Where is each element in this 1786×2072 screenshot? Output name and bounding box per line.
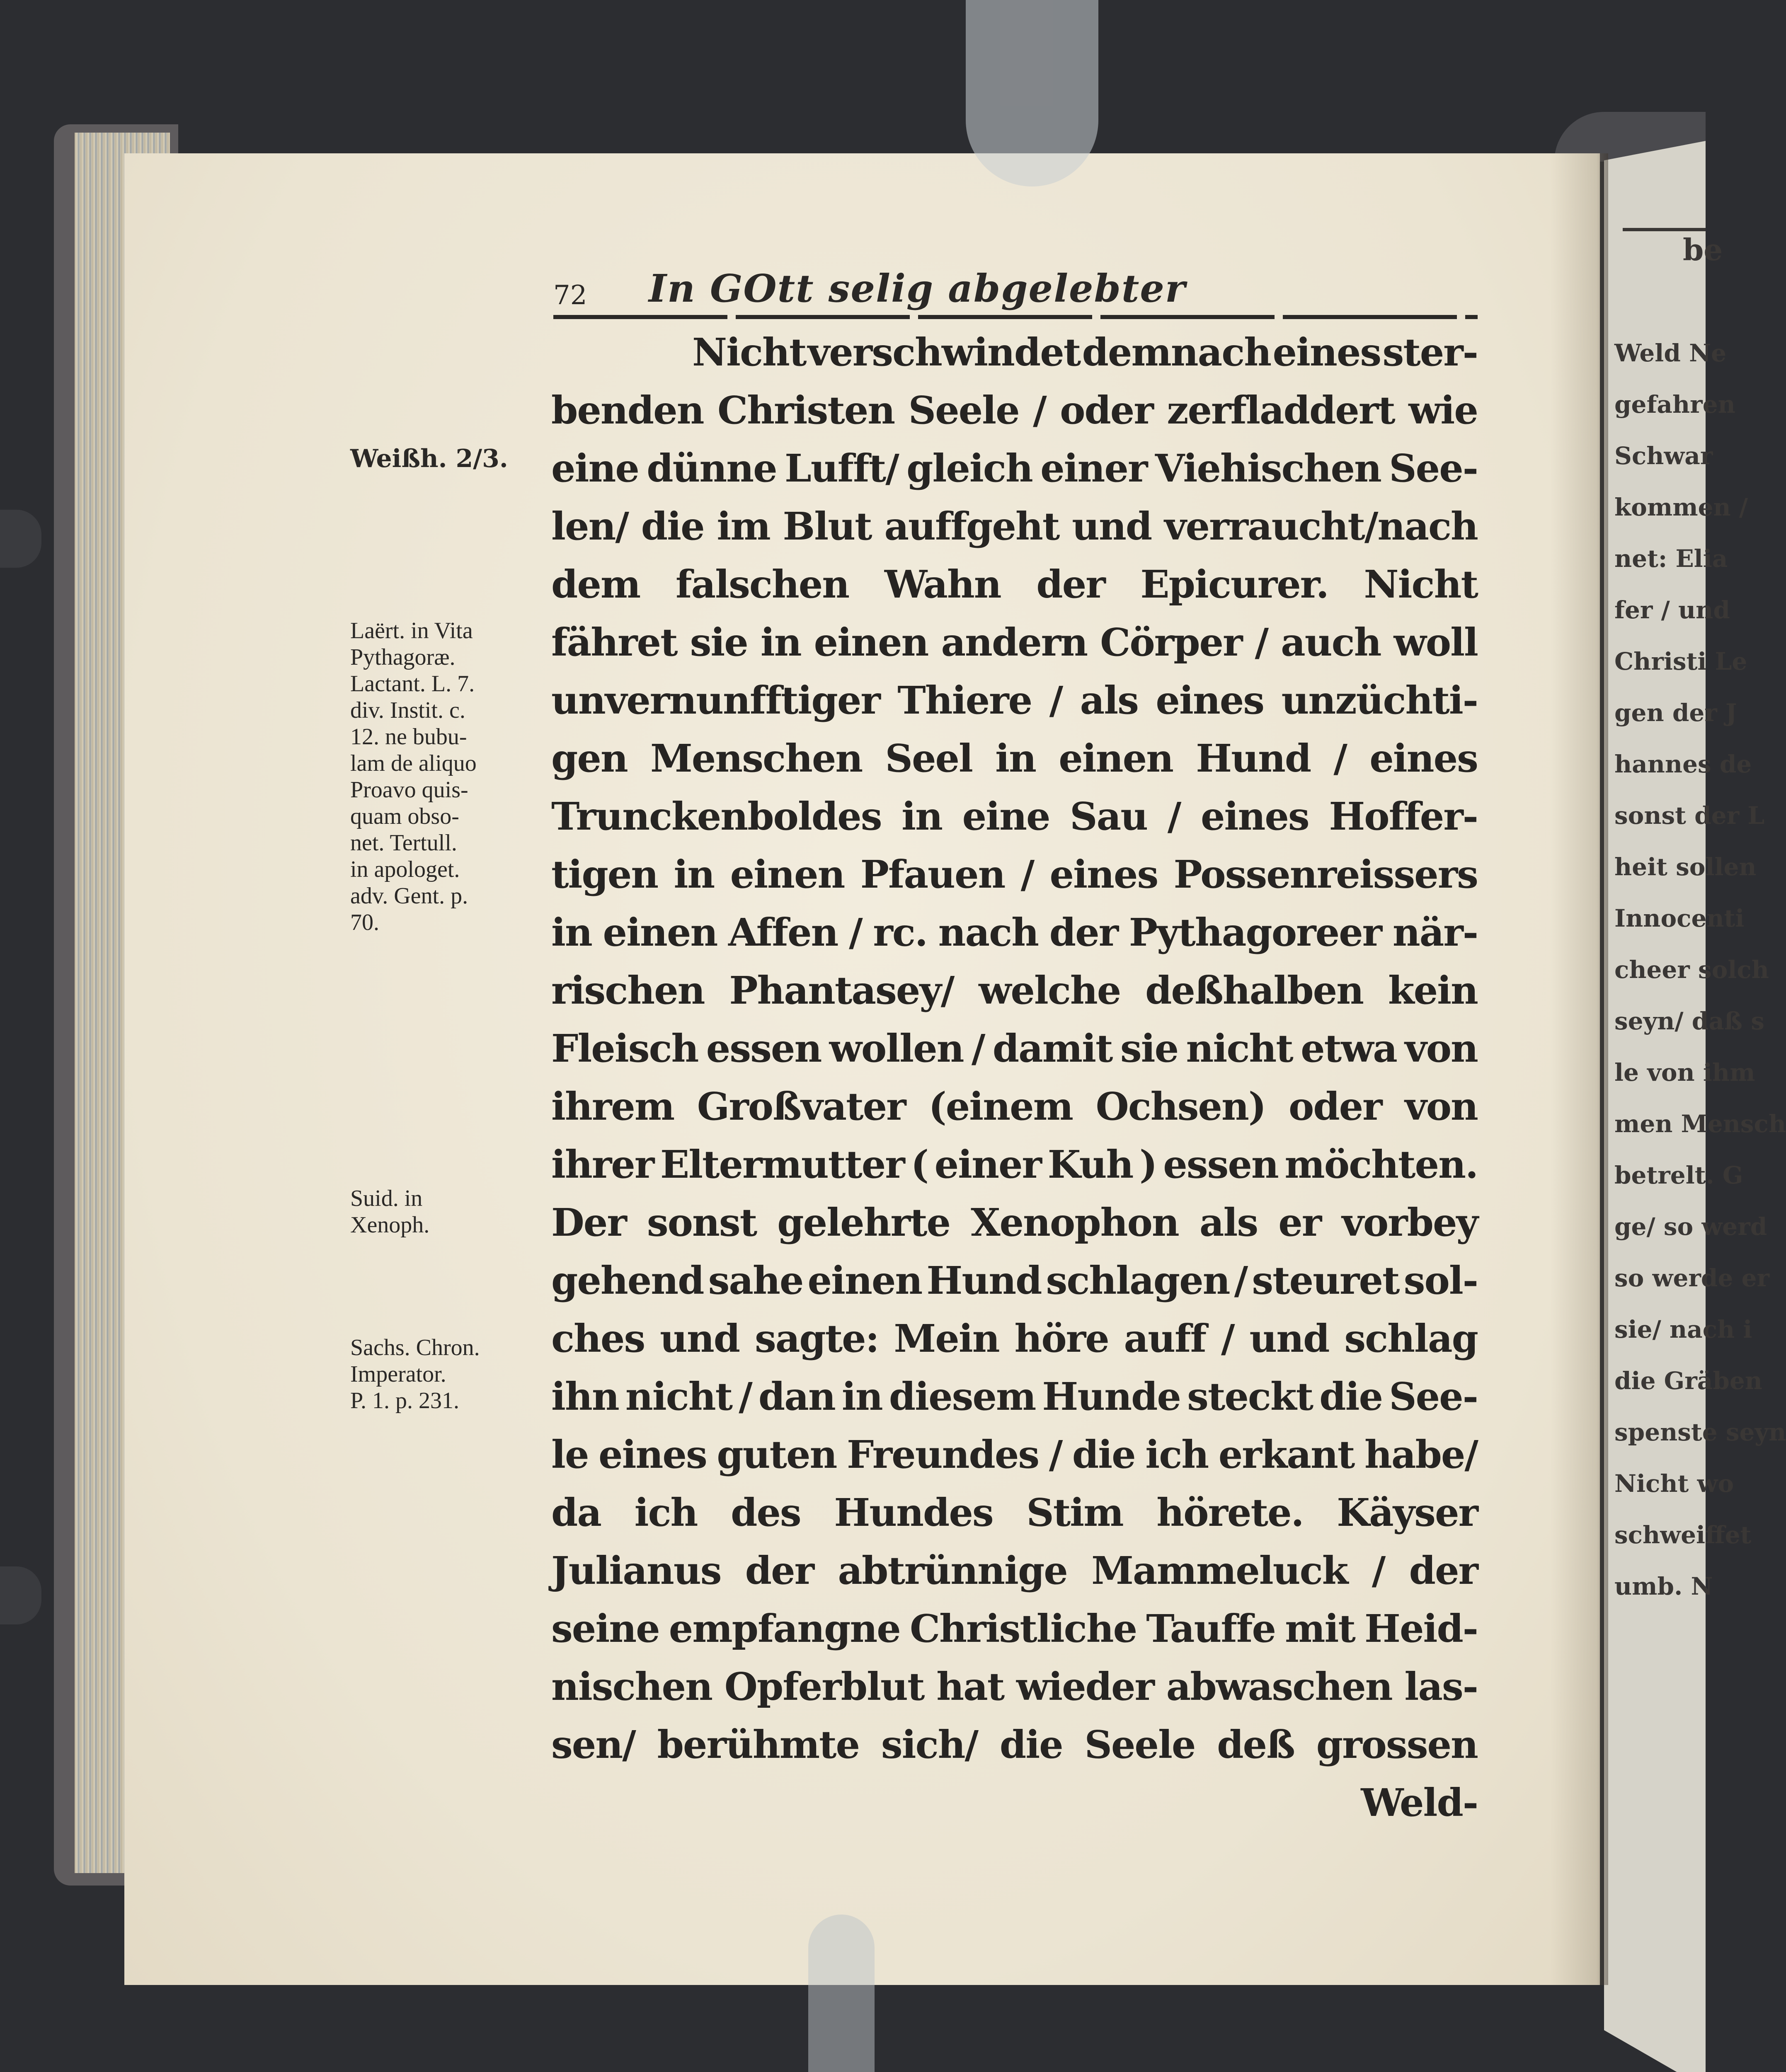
right-page-line: Schwar	[1614, 442, 1713, 470]
right-page-line: gefahren	[1614, 390, 1735, 419]
right-page-line: gen der J	[1614, 699, 1737, 727]
clamp-strap-bottom	[808, 1915, 875, 2072]
right-page-line: hannes de	[1614, 750, 1752, 778]
marginal-note-line: 70.	[350, 910, 379, 935]
body-text	[551, 323, 1478, 1832]
body-line: in einen Affen / rc. nach der Pythagoreer när-	[551, 910, 1478, 955]
marginal-note-line: P. 1. p. 231.	[350, 1388, 459, 1414]
marginal-note-line: Xenoph.	[350, 1212, 430, 1238]
body-line: eine dünne Lufft/ gleich einer Viehischen See-	[551, 446, 1478, 491]
body-line: ihrem Großvater (einem Ochsen) oder von	[551, 1084, 1478, 1129]
body-line: tigen in einen Pfauen / eines Possenreissers	[551, 852, 1478, 897]
body-line: da ich des Hundes Stim hörete. Käyser	[551, 1490, 1478, 1535]
body-line: Trunckenboldes in eine Sau / eines Hoffer-	[551, 794, 1478, 839]
marginal-note-line: Pythagoræ.	[350, 644, 456, 670]
right-page-line: sie/ nach i	[1614, 1315, 1752, 1343]
right-page-line: heit sollen	[1614, 853, 1757, 881]
page-number: 72	[553, 280, 587, 311]
clamp-strap-top	[966, 0, 1098, 186]
marginal-note-line: Sachs. Chron.	[350, 1335, 480, 1360]
right-page-line: men Mensch	[1614, 1110, 1786, 1138]
marginal-note-line: in apologet.	[350, 857, 460, 882]
page-clip-left-bottom	[0, 1566, 41, 1624]
marginal-note-line: Imperator.	[350, 1361, 446, 1387]
marginal-note-line: adv. Gent. p.	[350, 883, 468, 909]
marginal-note-suidas	[350, 1185, 549, 1238]
body-line: ches und sagte: Mein höre auff / und schlag	[551, 1316, 1478, 1361]
gutter-shadow	[1550, 153, 1608, 1985]
right-page-line: Nicht wo	[1614, 1469, 1734, 1498]
marginal-note-line: lam de aliquo	[350, 750, 477, 776]
body-line: Fleisch essen wollen / damit sie nicht etwa von	[551, 1026, 1478, 1071]
body-line: dem falschen Wahn der Epicurer. Nicht	[551, 562, 1478, 607]
right-page-line: net: Elia	[1614, 545, 1728, 573]
right-page-line: kommen /	[1614, 493, 1748, 521]
marginal-note-line: Proavo quis-	[350, 777, 468, 803]
right-page-line: Weld Ne	[1614, 339, 1727, 367]
marginal-note-line: Lactant. L. 7.	[350, 671, 475, 697]
body-line: fähret sie in einen andern Cörper / auch woll	[551, 620, 1478, 665]
right-page-line: schweiffet	[1614, 1521, 1752, 1549]
body-line: rischen Phantasey/ welche deßhalben kein	[551, 968, 1478, 1013]
right-page-line: Innocenti	[1614, 904, 1745, 932]
right-page-line: le von ihm	[1614, 1058, 1755, 1087]
right-page-running-head: be	[1683, 232, 1723, 267]
body-line: Der sonst gelehrte Xenophon als er vorbey	[551, 1200, 1478, 1245]
marginal-note-line: 12. ne bubu-	[350, 724, 467, 750]
marginal-note-line: Laërt. in Vita	[350, 618, 473, 644]
marginal-note-line: Weißh. 2/3.	[350, 444, 508, 473]
body-line: ihrer Eltermutter ( einer Kuh ) essen möchten.	[551, 1142, 1478, 1187]
body-line: sen/ berühmte sich/ die Seele deß grossen	[551, 1722, 1478, 1767]
body-line: gehend sahe einen Hund schlagen / steuret sol-	[551, 1258, 1478, 1303]
body-line: len/ die im Blut auffgeht und verraucht/nach	[551, 504, 1478, 549]
catchword: Weld-	[1361, 1780, 1478, 1825]
right-page-line: betrelt. G	[1614, 1161, 1743, 1189]
right-page-line: cheer solch	[1614, 956, 1769, 984]
body-line: le eines guten Freundes / die ich erkant habe/	[551, 1432, 1478, 1477]
right-page-line: die Gräben	[1614, 1367, 1762, 1395]
marginal-note-laertius	[350, 617, 549, 936]
right-page-line: fer / und	[1614, 596, 1730, 624]
right-page-line: ge/ so werd	[1614, 1213, 1767, 1241]
body-line: gen Menschen Seel in einen Hund / eines	[551, 736, 1478, 781]
marginal-note-line: div. Instit. c.	[350, 697, 465, 723]
right-page-line: sonst der L	[1614, 801, 1765, 830]
body-line: Nicht verschwindet demnach eines ster-	[692, 330, 1478, 375]
right-page-line: umb. N	[1614, 1572, 1713, 1600]
page-header	[553, 253, 1478, 311]
header-rule	[553, 315, 1478, 319]
body-line: nischen Opferblut hat wieder abwaschen las-	[551, 1664, 1478, 1709]
right-page-line: seyn/ daß s	[1614, 1007, 1764, 1035]
running-head: In GOtt selig abgelebter	[649, 266, 1186, 311]
body-line: Julianus der abtrünnige Mammeluck / der	[551, 1548, 1478, 1593]
marginal-note-line: net. Tertull.	[350, 830, 457, 856]
marginal-note-sachs-chron	[350, 1334, 549, 1414]
right-page-line: Christi Le	[1614, 647, 1747, 675]
right-page-line: spenste seyn	[1614, 1418, 1786, 1446]
marginal-note-line: Suid. in	[350, 1186, 423, 1211]
right-page-line: so werde er	[1614, 1264, 1770, 1292]
right-page-text	[1614, 327, 1786, 1612]
body-line: benden Christen Seele / oder zerfladdert wie	[551, 388, 1478, 433]
right-page-header-rule	[1623, 228, 1706, 231]
page-clip-left-top	[0, 510, 41, 568]
body-line: ihn nicht / dan in diesem Hunde steckt die See-	[551, 1374, 1478, 1419]
body-line: seine empfangne Christliche Tauffe mit Heid-	[551, 1606, 1478, 1651]
marginal-note-line: quam obso-	[350, 804, 459, 829]
marginal-note-weissh	[350, 445, 549, 472]
body-line: unvernunfftiger Thiere / als eines unzüchti-	[551, 678, 1478, 723]
